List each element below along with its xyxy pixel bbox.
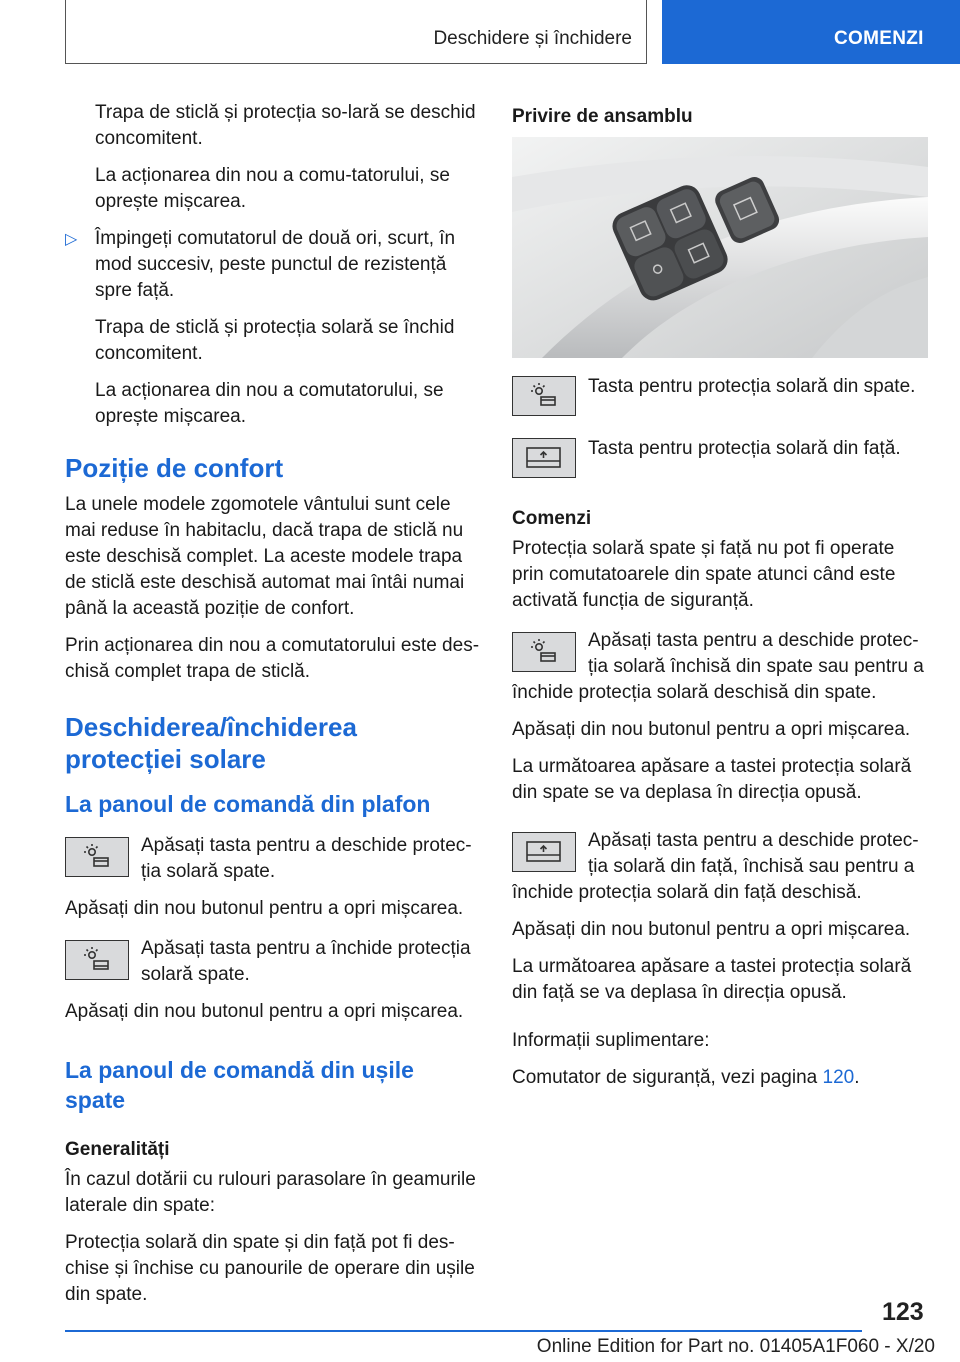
heading-rear-doors: La panoul de comandă din ușile spate <box>65 1057 414 1113</box>
ceiling-close-row <box>65 936 480 988</box>
caption-front-key <box>512 436 928 484</box>
rear-stop-text: Apăsați din nou butonul pentru a opri mișcarea. <box>512 719 911 740</box>
info-ref-prefix: Comutator de siguranță, vezi pagina <box>512 1067 823 1088</box>
door-panel-photo <box>512 137 928 358</box>
front-sunblind-key-icon <box>512 832 576 872</box>
caption-rear-key <box>512 374 928 422</box>
ceiling-open-text: Apăsați tasta pentru a deschide protec-ția solară spate. <box>141 835 472 882</box>
heading-general: Generalități <box>65 1139 170 1160</box>
info-ref-suffix: . <box>854 1067 860 1088</box>
ceiling-stop-text-1: Apăsați din nou butonul pentru a opri mișcarea. <box>65 898 464 919</box>
right-column <box>512 100 928 1102</box>
heading-sunblind: Deschiderea/închiderea protecției solare <box>65 712 357 774</box>
ceiling-open-row <box>65 833 480 885</box>
footer-divider <box>65 1330 862 1332</box>
info-label: Informații suplimentare: <box>512 1030 710 1051</box>
front-sunblind-key-icon <box>512 438 576 478</box>
front-next-text: La următoarea apăsare a tastei protecția solară din față se va deplasa în direcția opusă. <box>512 956 912 1003</box>
bullet-result: Trapa de sticlă și protecția solară se închid concomitent. <box>95 317 455 364</box>
heading-controls: Comenzi <box>512 508 592 529</box>
rear-press-text: Apăsați tasta pentru a deschide protec-ția solară închisă din spate sau pentru a închide protecția solară deschisă din spate. <box>512 630 924 703</box>
general-paragraph-1: În cazul dotării cu rulouri parasolare în geamurile laterale din spate: <box>65 1169 476 1216</box>
left-column <box>65 100 480 1319</box>
heading-ceiling-panel: La panoul de comandă din plafon <box>65 791 431 817</box>
rear-sunblind-key-icon <box>65 940 129 980</box>
controls-paragraph: Protecția solară spate și față nu pot fi operate prin comutatoarele din spate atunci când este activată funcția de siguranță. <box>512 538 896 611</box>
intro-paragraph-1: Trapa de sticlă și protecția so-lară se deschid concomitent. <box>95 102 476 149</box>
front-press-text: Apăsați tasta pentru a deschide protec-ția solară din față, închisă sau pentru a închide protecția solară din față deschisă. <box>512 830 919 903</box>
bullet-text: Împingeți comutatorul de două ori, scurt, în mod succesiv, peste punctul de rezistență spre față. <box>95 228 456 301</box>
rear-sunblind-key-icon <box>512 376 576 416</box>
comfort-paragraph-2: Prin acționarea din nou a comutatorului este des-chisă complet trapa de sticlă. <box>65 635 480 682</box>
triangle-bullet-icon: ▷ <box>65 231 78 248</box>
intro-paragraph-2: La acționarea din nou a comu-tatorului, se oprește mișcarea. <box>95 165 450 212</box>
bullet-stop: La acționarea din nou a comutatorului, se oprește mișcarea. <box>95 380 444 427</box>
ceiling-stop-text-2: Apăsați din nou butonul pentru a opri mișcarea. <box>65 1001 464 1022</box>
rear-next-text: La următoarea apăsare a tastei protecția solară din spate se va deplasa în direcția opusă. <box>512 756 912 803</box>
section-title: Deschidere și închidere <box>433 28 632 49</box>
bullet-item <box>65 226 480 430</box>
page-number: 123 <box>882 1298 924 1326</box>
heading-comfort-position: Poziție de confort <box>65 453 284 483</box>
chapter-title[interactable]: COMENZI <box>834 28 924 49</box>
caption-rear-text: Tasta pentru protecția solară din spate. <box>588 376 916 397</box>
header-frame <box>65 0 647 64</box>
ceiling-close-text: Apăsați tasta pentru a închide protecția solară spate. <box>141 938 471 985</box>
rear-press-paragraph <box>512 628 928 706</box>
info-reference <box>512 1065 928 1091</box>
rear-sunblind-key-icon <box>65 837 129 877</box>
caption-front-text: Tasta pentru protecția solară din față. <box>588 438 901 459</box>
edition-footer: Online Edition for Part no. 01405A1F060 - X/20 <box>536 1336 935 1357</box>
rear-sunblind-key-icon <box>512 632 576 672</box>
front-stop-text: Apăsați din nou butonul pentru a opri mișcarea. <box>512 919 911 940</box>
page-link-120[interactable]: 120 <box>822 1067 855 1088</box>
heading-overview: Privire de ansamblu <box>512 106 693 127</box>
front-press-paragraph <box>512 828 928 906</box>
general-paragraph-2: Protecția solară din spate și din față pot fi des-chise și închise cu panourile de operare din ușile din spate. <box>65 1232 475 1305</box>
comfort-paragraph-1: La unele modele zgomotele vântului sunt cele mai reduse în habitaclu, dacă trapa de sticlă nu este deschisă complet. La aceste modele trapa de sticlă este deschisă automat mai întâi numai până la această poziție de confort. <box>65 494 465 619</box>
